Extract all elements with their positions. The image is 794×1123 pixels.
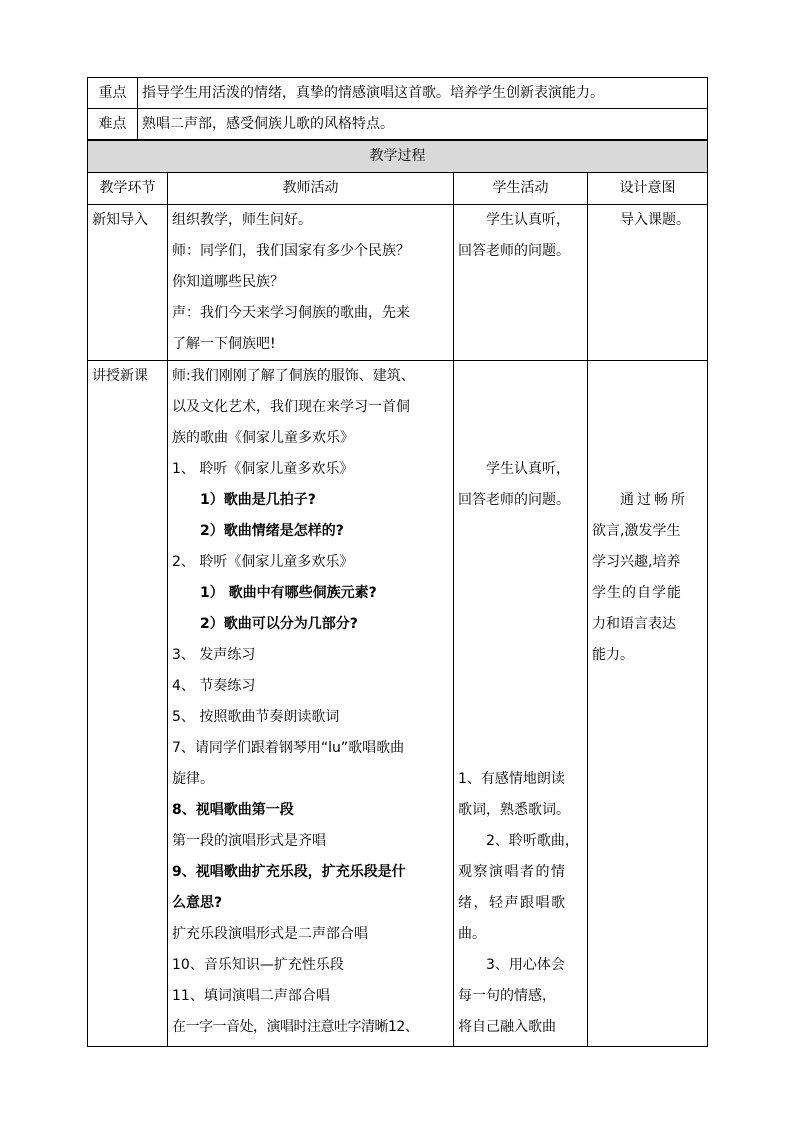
text-line: 学习兴趣,培养: [592, 554, 681, 570]
text-line: 欲言,激发学生: [592, 523, 681, 539]
design-intent-intro: [588, 205, 708, 361]
text-line: 10、音乐知识—扩充性乐段: [172, 957, 344, 973]
text-line: 观察演唱者的情: [458, 864, 567, 880]
text-line: 能力。: [592, 647, 634, 663]
text-line: 将自己融入歌曲: [458, 1019, 556, 1035]
text-line: 师:我们刚刚了解了侗族的服饰、建筑、: [172, 368, 415, 384]
text-line: 你知道哪些民族？: [172, 274, 284, 290]
stage-intro: 新知导入: [88, 205, 168, 361]
column-header-stage: 教学环节: [88, 173, 168, 205]
text-line: 么意思?: [172, 895, 223, 911]
text-line: 扩充乐段演唱形式是二声部合唱: [172, 926, 368, 942]
key-point-text: 指导学生用活泼的情绪，真挚的情感演唱这首歌。培养学生创新表演能力。: [138, 78, 708, 109]
text-line: 8、视唱歌曲第一段: [172, 802, 294, 818]
text-line: 1） 歌曲中有哪些侗族元素?: [200, 585, 377, 601]
difficulty-text: 熟唱二声部，感受侗族儿歌的风格特点。: [138, 109, 708, 140]
text-line: 歌词，熟悉歌词。: [458, 802, 570, 818]
column-header-student: 学生活动: [454, 173, 588, 205]
text-line: 绪，轻声跟唱歌: [458, 895, 567, 911]
text-line: 通过畅所: [620, 492, 688, 508]
design-intent-lesson: [588, 361, 708, 1047]
text-line: 力和语言表达: [592, 616, 676, 632]
text-line: 在一字一音处，演唱时注意吐字清晰12、: [172, 1019, 419, 1035]
text-line: 5、 按照歌曲节奏朗读歌词: [172, 709, 340, 725]
text-line: 1）歌曲是几拍子?: [200, 492, 316, 508]
text-line: 每一句的情感，: [458, 988, 556, 1004]
stage-new-lesson: 讲授新课: [88, 361, 168, 1047]
text-line: 7、请同学们跟着钢琴用“lu”歌唱歌曲: [172, 740, 405, 756]
column-header-teacher: 教师活动: [168, 173, 454, 205]
table-header-row: [88, 173, 708, 205]
text-line: 2、 聆听《侗家儿童多欢乐》: [172, 554, 354, 570]
student-activity-intro: [454, 205, 588, 361]
text-line: 曲。: [458, 926, 486, 942]
table-row: [88, 78, 708, 109]
table-row: [88, 141, 708, 173]
text-line: 回答老师的问题。: [458, 243, 570, 259]
text-line: 师：同学们，我们国家有多少个民族？: [172, 243, 410, 259]
text-line: 学生认真听，: [486, 461, 570, 477]
difficulty-label: 难点: [88, 109, 138, 140]
text-line: 1、 聆听《侗家儿童多欢乐》: [172, 461, 354, 477]
student-activity-lesson: [454, 361, 588, 1047]
table-row: [88, 361, 708, 1047]
text-line: 3、用心体会: [486, 957, 565, 973]
column-header-intent: 设计意图: [588, 173, 708, 205]
text-line: 学生认真听，: [486, 212, 570, 228]
table-row: [88, 109, 708, 140]
key-point-label: 重点: [88, 78, 138, 109]
text-line: 9、视唱歌曲扩充乐段，扩充乐段是什: [172, 864, 406, 880]
teacher-activity-intro: [168, 205, 454, 361]
text-line: 回答老师的问题。: [458, 492, 570, 508]
text-line: 4、 节奏练习: [172, 678, 256, 694]
text-line: 导入课题。: [620, 212, 690, 228]
text-line: 3、 发声练习: [172, 647, 256, 663]
text-line: 族的歌曲《侗家儿童多欢乐》: [172, 430, 354, 446]
text-line: 第一段的演唱形式是齐唱: [172, 833, 326, 849]
text-line: 组织教学，师生问好。: [172, 212, 312, 228]
text-line: 1、有感情地朗读: [458, 771, 565, 787]
text-line: 了解一下侗族吧!: [172, 336, 276, 352]
text-line: 旋律。: [172, 771, 214, 787]
text-line: 以及文化艺术，我们现在来学习一首侗: [172, 399, 410, 415]
text-line: 2、聆听歌曲，: [486, 833, 579, 849]
text-line: 声：我们今天来学习侗族的歌曲，先来: [172, 305, 410, 321]
text-line: 2）歌曲情绪是怎样的?: [200, 523, 344, 539]
text-line: 11、填词演唱二声部合唱: [172, 988, 330, 1004]
focus-difficulty-table: [87, 77, 708, 140]
teaching-process-table: [87, 140, 708, 1047]
text-line: 学生的自学能: [592, 585, 682, 601]
table-row: [88, 205, 708, 361]
teacher-activity-lesson: [168, 361, 454, 1047]
text-line: 2）歌曲可以分为几部分?: [200, 616, 358, 632]
process-title: 教学过程: [88, 141, 708, 173]
